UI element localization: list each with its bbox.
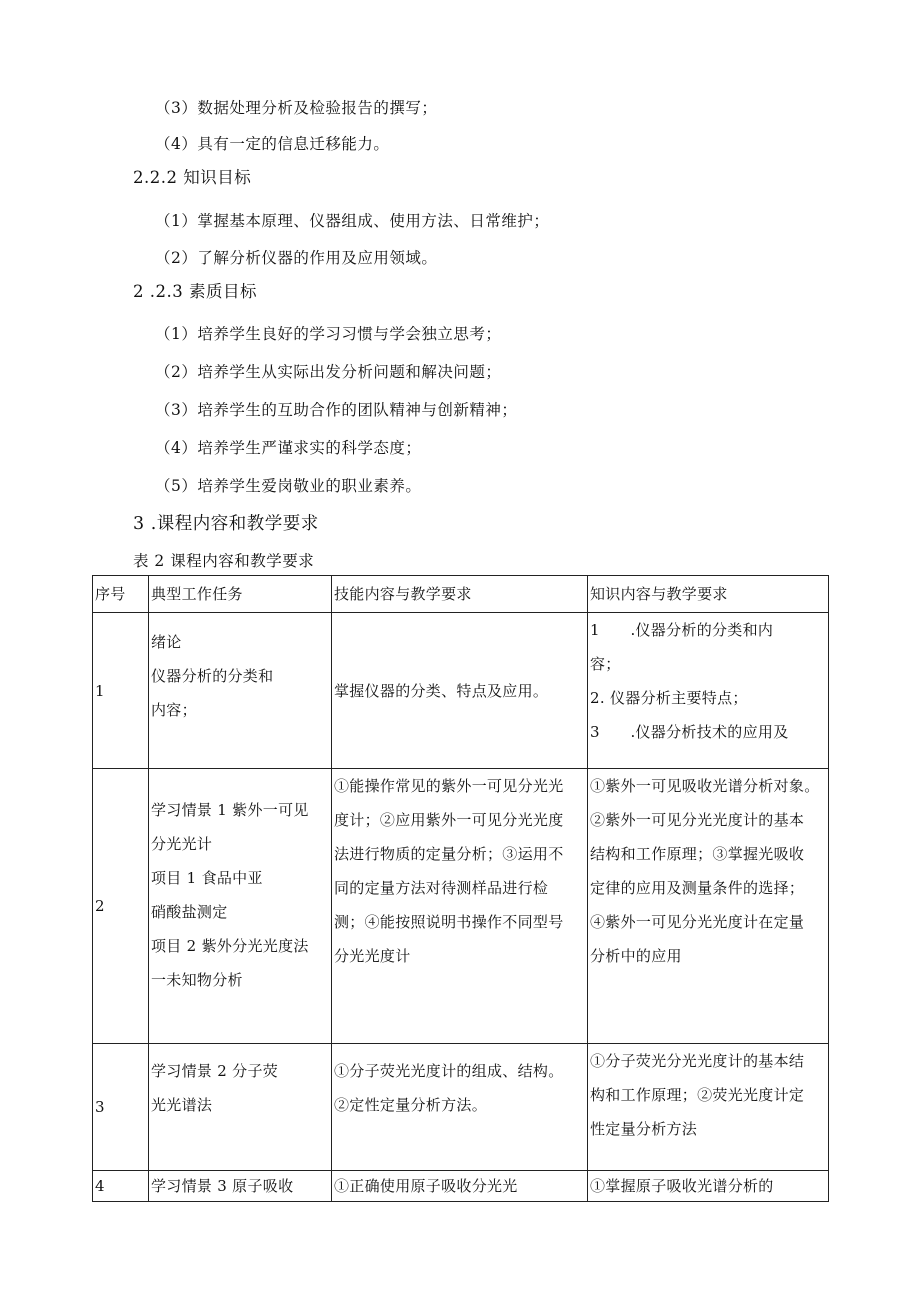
- row-knowledge: [588, 1171, 829, 1202]
- task-line: 学习情景 1 紫外一可见: [151, 801, 309, 819]
- knowledge-line: ①紫外一可见吸收光谱分析对象。: [590, 777, 820, 795]
- table-header-row: [93, 576, 829, 613]
- section-3-heading: 3 .课程内容和教学要求: [133, 514, 319, 534]
- row-skill: [332, 1171, 588, 1202]
- row-skill: [332, 1044, 588, 1171]
- quality-item-1: （1）培养学生良好的学习习惯与学会独立思考；: [155, 325, 502, 343]
- row-knowledge: [588, 613, 829, 769]
- knowledge-objectives-heading: 2.2.2 知识目标: [133, 168, 252, 187]
- skill-line: 度计；②应用紫外一可见分光光度: [334, 811, 564, 829]
- row-task: [149, 613, 332, 769]
- task-line: 仪器分析的分类和: [151, 667, 274, 685]
- knowledge-line: ②紫外一可见分光光度计的基本: [590, 811, 805, 829]
- row-skill: [332, 613, 588, 769]
- knowledge-line: 性定量分析方法: [590, 1120, 698, 1138]
- row-no: 3: [93, 1044, 149, 1171]
- row-no: 2: [93, 769, 149, 1044]
- task-line: 内容；: [151, 701, 197, 719]
- knowledge-line: 构和工作原理；②荧光光度计定: [590, 1086, 805, 1104]
- skill-item-4: （4）具有一定的信息迁移能力。: [155, 135, 390, 153]
- row-no: 4: [93, 1171, 149, 1202]
- skill-line: 测；④能按照说明书操作不同型号: [334, 913, 564, 931]
- task-line: 分光光计: [151, 835, 213, 853]
- table-row: [93, 613, 829, 769]
- row-skill: [332, 769, 588, 1044]
- knowledge-item-2: （2）了解分析仪器的作用及应用领域。: [155, 249, 438, 267]
- skill-line: ①能操作常见的紫外一可见分光光: [334, 777, 564, 795]
- knowledge-line: 结构和工作原理；③掌握光吸收: [590, 845, 805, 863]
- knowledge-line: 1 .仪器分析的分类和内: [590, 621, 774, 639]
- task-line: 光光谱法: [151, 1096, 213, 1114]
- skill-line: ①正确使用原子吸收分光光: [334, 1177, 518, 1195]
- table-caption: 表 2 课程内容和教学要求: [133, 552, 315, 570]
- knowledge-line: ④紫外一可见分光光度计在定量: [590, 913, 805, 931]
- skill-line: 掌握仪器的分类、特点及应用。: [334, 681, 549, 700]
- quality-item-3: （3）培养学生的互助合作的团队精神与创新精神；: [155, 401, 518, 419]
- task-line: 绪论: [151, 633, 182, 651]
- knowledge-line: 2. 仪器分析主要特点；: [590, 689, 748, 707]
- table-row: [93, 1044, 829, 1171]
- row-task: [149, 1044, 332, 1171]
- skill-line: 同的定量方法对待测样品进行检: [334, 879, 549, 897]
- knowledge-line: 容；: [590, 655, 621, 673]
- header-no: 序号: [93, 576, 149, 613]
- knowledge-item-1: （1）掌握基本原理、仪器组成、使用方法、日常维护；: [155, 212, 550, 230]
- task-line: 学习情景 2 分子荧: [151, 1062, 279, 1080]
- task-line: 一未知物分析: [151, 971, 243, 989]
- table-row: [93, 1171, 829, 1202]
- skill-line: 法进行物质的定量分析；③运用不: [334, 845, 564, 863]
- task-line: 项目 2 紫外分光光度法: [151, 937, 309, 955]
- skill-line: ①分子荧光光度计的组成、结构。: [334, 1062, 564, 1080]
- task-line: 硝酸盐测定: [151, 903, 228, 921]
- knowledge-line: 定律的应用及测量条件的选择；: [590, 879, 805, 897]
- skill-item-3: （3）数据处理分析及检验报告的撰写；: [155, 99, 438, 117]
- quality-item-4: （4）培养学生严谨求实的科学态度；: [155, 439, 422, 457]
- header-knowledge: 知识内容与教学要求: [588, 576, 829, 613]
- header-task: 典型工作任务: [149, 576, 332, 613]
- knowledge-line: 分析中的应用: [590, 947, 682, 965]
- quality-objectives-heading: 2 .2.3 素质目标: [133, 282, 257, 301]
- task-line: 项目 1 食品中亚: [151, 869, 263, 887]
- knowledge-line: ①分子荧光分光光度计的基本结: [590, 1052, 805, 1070]
- quality-item-5: （5）培养学生爱岗敬业的职业素养。: [155, 477, 422, 495]
- row-no: 1: [93, 613, 149, 769]
- task-line: 学习情景 3 原子吸收: [151, 1177, 294, 1195]
- header-skill: 技能内容与教学要求: [332, 576, 588, 613]
- skill-line: ②定性定量分析方法。: [334, 1096, 488, 1114]
- knowledge-line: 3 .仪器分析技术的应用及: [590, 723, 789, 741]
- row-task: [149, 769, 332, 1044]
- row-task: [149, 1171, 332, 1202]
- quality-item-2: （2）培养学生从实际出发分析问题和解决问题；: [155, 363, 502, 381]
- row-knowledge: [588, 1044, 829, 1171]
- course-content-table: [92, 575, 829, 1202]
- skill-line: 分光光度计: [334, 947, 411, 965]
- table-row: [93, 769, 829, 1044]
- knowledge-line: ①掌握原子吸收光谱分析的: [590, 1177, 774, 1195]
- row-knowledge: [588, 769, 829, 1044]
